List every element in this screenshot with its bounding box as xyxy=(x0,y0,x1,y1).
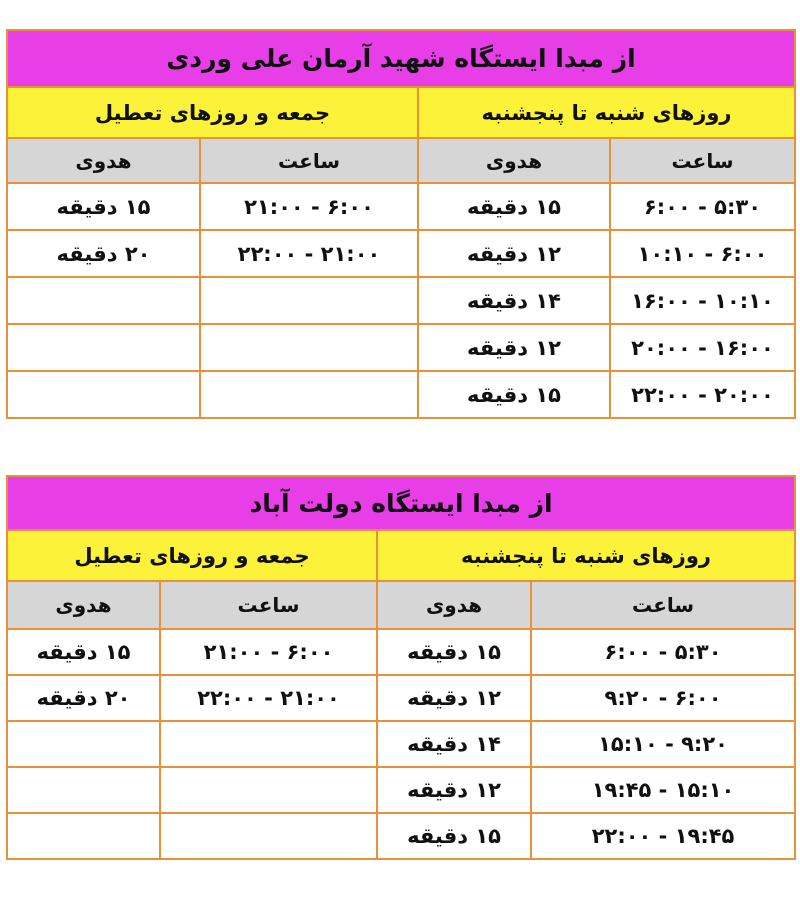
holiday-time-cell: ۶:۰۰ - ۲۱:۰۰ xyxy=(200,183,418,230)
empty-cell xyxy=(200,371,418,418)
holiday-headway-cell: ۲۰ دقیقه xyxy=(7,230,200,277)
empty-cell xyxy=(160,767,377,813)
holidays-time-header: ساعت xyxy=(160,581,377,629)
weekday-time-cell: ۵:۳۰ - ۶:۰۰ xyxy=(610,183,795,230)
holidays-headway-header: هدوی xyxy=(7,138,200,183)
weekday-time-cell: ۹:۲۰ - ۱۵:۱۰ xyxy=(531,721,795,767)
weekday-time-cell: ۱۹:۴۵ - ۲۲:۰۰ xyxy=(531,813,795,859)
table-row xyxy=(7,183,795,230)
weekday-time-cell: ۲۰:۰۰ - ۲۲:۰۰ xyxy=(610,371,795,418)
weekdays-headway-header: هدوی xyxy=(418,138,610,183)
holiday-time-cell: ۲۱:۰۰ - ۲۲:۰۰ xyxy=(200,230,418,277)
holiday-time-cell: ۲۱:۰۰ - ۲۲:۰۰ xyxy=(160,675,377,721)
weekday-headway-cell: ۱۲ دقیقه xyxy=(377,675,531,721)
holiday-headway-cell: ۱۵ دقیقه xyxy=(7,183,200,230)
table-row xyxy=(7,230,795,277)
weekday-headway-cell: ۱۴ دقیقه xyxy=(377,721,531,767)
table-row xyxy=(7,324,795,371)
weekday-headway-cell: ۱۲ دقیقه xyxy=(418,324,610,371)
weekday-time-cell: ۱۵:۱۰ - ۱۹:۴۵ xyxy=(531,767,795,813)
empty-cell xyxy=(7,721,160,767)
weekdays-header: روزهای شنبه تا پنجشنبه xyxy=(377,530,795,581)
table-row xyxy=(7,277,795,324)
empty-cell xyxy=(200,277,418,324)
table-row xyxy=(7,767,795,813)
holidays-time-header: ساعت xyxy=(200,138,418,183)
weekday-time-cell: ۵:۳۰ - ۶:۰۰ xyxy=(531,629,795,675)
empty-cell xyxy=(7,277,200,324)
holidays-header: جمعه و روزهای تعطیل xyxy=(7,530,377,581)
weekday-headway-cell: ۱۵ دقیقه xyxy=(377,629,531,675)
weekday-headway-cell: ۱۵ دقیقه xyxy=(418,371,610,418)
table-row xyxy=(7,813,795,859)
table-row xyxy=(7,371,795,418)
weekday-headway-cell: ۱۲ دقیقه xyxy=(377,767,531,813)
empty-cell xyxy=(160,721,377,767)
table-title: از مبدا ایستگاه دولت آباد xyxy=(7,476,795,530)
table-row xyxy=(7,629,795,675)
empty-cell xyxy=(7,813,160,859)
weekday-headway-cell: ۱۲ دقیقه xyxy=(418,230,610,277)
holidays-headway-header: هدوی xyxy=(7,581,160,629)
schedule-table-2 xyxy=(6,475,796,860)
weekday-headway-cell: ۱۵ دقیقه xyxy=(418,183,610,230)
empty-cell xyxy=(7,767,160,813)
weekday-time-cell: ۶:۰۰ - ۹:۲۰ xyxy=(531,675,795,721)
holiday-headway-cell: ۲۰ دقیقه xyxy=(7,675,160,721)
empty-cell xyxy=(7,324,200,371)
table-row xyxy=(7,675,795,721)
weekdays-time-header: ساعت xyxy=(531,581,795,629)
holiday-time-cell: ۶:۰۰ - ۲۱:۰۰ xyxy=(160,629,377,675)
weekdays-header: روزهای شنبه تا پنجشنبه xyxy=(418,87,795,138)
weekdays-headway-header: هدوی xyxy=(377,581,531,629)
holidays-header: جمعه و روزهای تعطیل xyxy=(7,87,418,138)
weekday-time-cell: ۱۰:۱۰ - ۱۶:۰۰ xyxy=(610,277,795,324)
weekday-headway-cell: ۱۴ دقیقه xyxy=(418,277,610,324)
holiday-headway-cell: ۱۵ دقیقه xyxy=(7,629,160,675)
table-title: از مبدا ایستگاه شهید آرمان علی وردی xyxy=(7,30,795,87)
weekday-time-cell: ۶:۰۰ - ۱۰:۱۰ xyxy=(610,230,795,277)
weekdays-time-header: ساعت xyxy=(610,138,795,183)
weekday-headway-cell: ۱۵ دقیقه xyxy=(377,813,531,859)
weekday-time-cell: ۱۶:۰۰ - ۲۰:۰۰ xyxy=(610,324,795,371)
table-row xyxy=(7,721,795,767)
empty-cell xyxy=(200,324,418,371)
empty-cell xyxy=(160,813,377,859)
empty-cell xyxy=(7,371,200,418)
schedule-table-1 xyxy=(6,29,796,419)
